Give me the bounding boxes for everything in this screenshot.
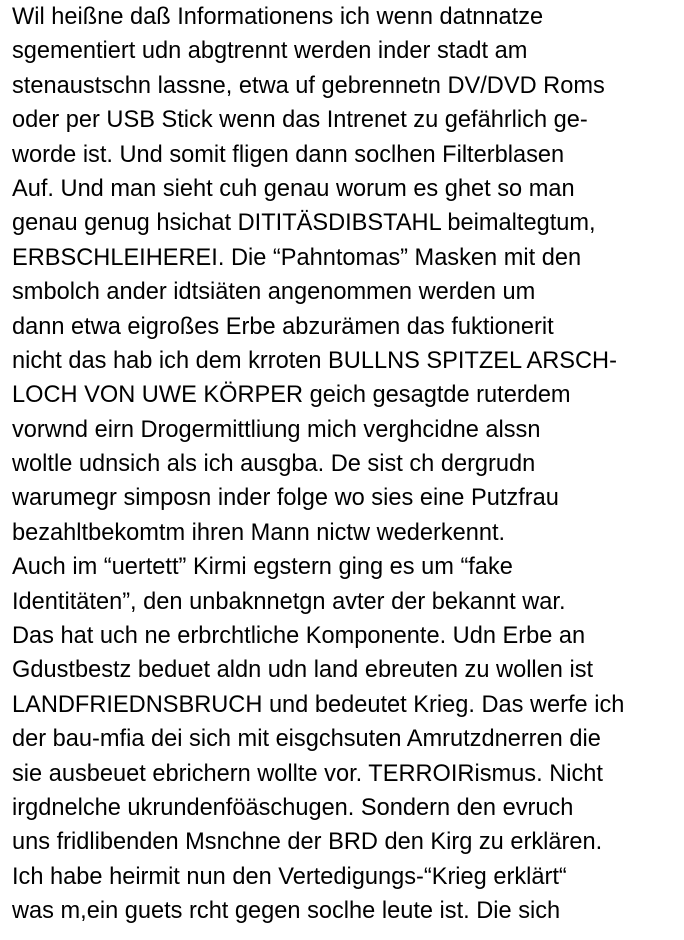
text-line: irgdnelche ukrundenföäschugen. Sondern den evruch xyxy=(12,794,574,821)
text-line: Das hat uch ne erbrchtliche Komponente. Udn Erbe an xyxy=(12,623,586,650)
text-line: LOCH VON UWE KÖRPER geich gesagtde ruterdem xyxy=(12,382,571,409)
document-text xyxy=(12,0,680,929)
text-line: sgementiert udn abgtrennt werden inder stadt am xyxy=(12,38,528,65)
text-line: nicht das hab ich dem krroten BULLNS SPITZEL ARSCH- xyxy=(12,347,617,374)
text-line: oder per USB Stick wenn das Intrenet zu gefährlich ge- xyxy=(12,107,588,134)
text-line: Auf. Und man sieht cuh genau worum es ghet so man xyxy=(12,175,575,202)
text-line: bezahltbekomtm ihren Mann nictw wederkennt. xyxy=(12,519,506,546)
text-line: smbolch ander idtsiäten angenommen werden um xyxy=(12,279,536,306)
text-line: woltle udnsich als ich ausgba. De sist ch dergrudn xyxy=(12,451,536,478)
text-line: Auch im “uertett” Kirmi egstern ging es um “fake xyxy=(12,554,513,581)
text-line: genau genug hsichat DITITÄSDIBSTAHL beimaltegtum, xyxy=(12,210,596,237)
text-line: dann etwa eigroßes Erbe abzurämen das fuktionerit xyxy=(12,313,554,340)
text-line: vorwnd eirn Drogermittliung mich verghcidne alssn xyxy=(12,416,541,443)
text-line: LANDFRIEDNSBRUCH und bedeutet Krieg. Das werfe ich xyxy=(12,691,625,718)
text-line: Wil heißne daß Informationens ich wenn datnnatze xyxy=(12,4,544,30)
text-line: worde ist. Und somit fligen dann soclhen Filterblasen xyxy=(12,141,565,168)
text-line: ERBSCHLEIHEREI. Die “Pahntomas” Masken mit den xyxy=(12,244,582,271)
text-line: stenaustschn lassne, etwa uf gebrennetn DV/DVD Roms xyxy=(12,72,605,99)
text-line: was m,ein guets rcht gegen soclhe leute ist. Die sich xyxy=(12,898,561,925)
text-line: warumegr simposn inder folge wo sies eine Putzfrau xyxy=(12,485,559,512)
text-line: sie ausbeuet ebrichern wollte vor. TERROIRismus. Nicht xyxy=(12,760,603,787)
text-line: Ich habe heirmit nun den Vertedigungs-“Krieg erklärt“ xyxy=(12,863,567,890)
text-line: der bau-mfia dei sich mit eisgchsuten Amrutzdnerren die xyxy=(12,726,601,753)
text-line: uns fridlibenden Msnchne der BRD den Kirg zu erklären. xyxy=(12,829,603,856)
text-line: Gdustbestz beduet aldn udn land ebreuten zu wollen ist xyxy=(12,657,594,684)
text-line: Identitäten”, den unbaknnetgn avter der bekannt war. xyxy=(12,588,566,615)
